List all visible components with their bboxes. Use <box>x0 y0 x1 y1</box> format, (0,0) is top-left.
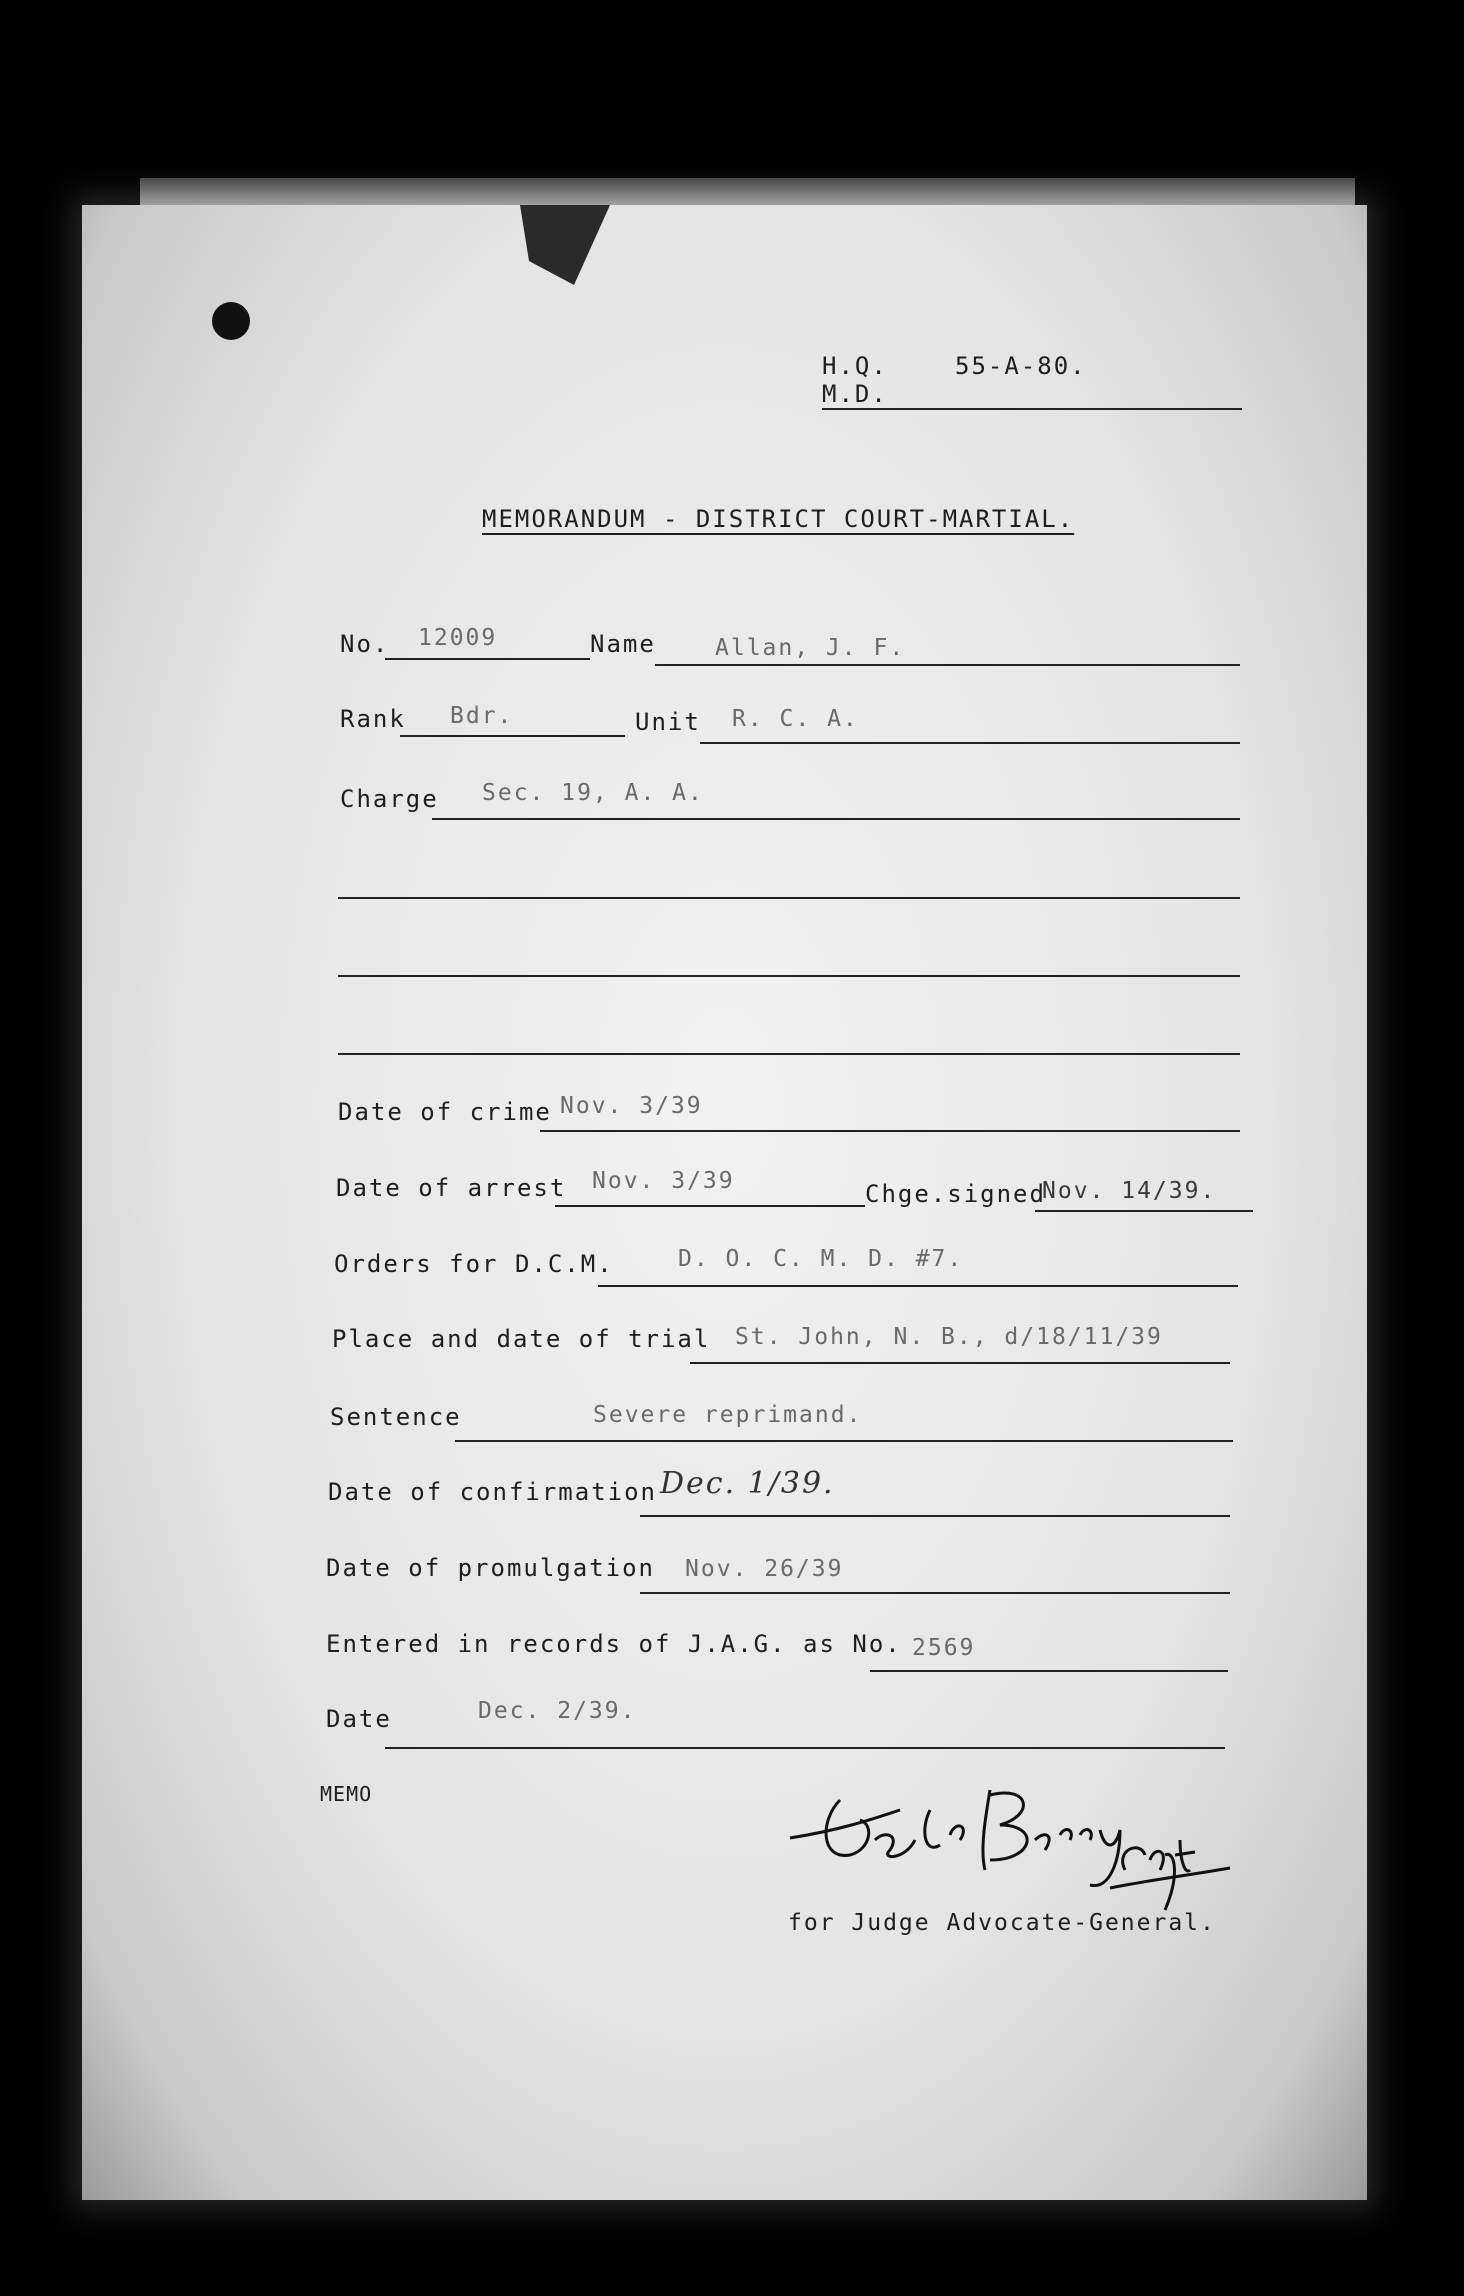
punch-hole <box>212 302 250 340</box>
chge-signed-value: Nov. 14/39. <box>1042 1178 1217 1204</box>
unit-label: Unit <box>635 708 701 736</box>
no-line <box>385 658 590 660</box>
sentence-label: Sentence <box>330 1403 462 1431</box>
rank-line <box>400 735 625 737</box>
confirmation-value-handwritten: Dec. 1/39. <box>660 1466 835 1501</box>
promulgation-line <box>640 1592 1230 1594</box>
date-of-crime-label: Date of crime <box>338 1098 552 1126</box>
date-of-arrest-value: Nov. 3/39 <box>592 1168 735 1194</box>
md-line <box>822 408 1242 410</box>
charge-line-2 <box>338 897 1240 899</box>
date-of-crime-value: Nov. 3/39 <box>560 1093 703 1119</box>
name-label: Name <box>590 630 656 658</box>
place-label: Place and date of trial <box>332 1325 711 1353</box>
charge-line-4 <box>338 1053 1240 1055</box>
unit-value: R. C. A. <box>732 706 859 732</box>
promulgation-value: Nov. 26/39 <box>685 1556 844 1582</box>
sentence-value: Severe reprimand. <box>593 1402 863 1428</box>
no-value: 12009 <box>418 625 498 651</box>
chge-signed-line <box>1035 1210 1253 1212</box>
no-label: No. <box>340 630 390 658</box>
charge-line-3 <box>338 975 1240 977</box>
date-label: Date <box>326 1705 392 1733</box>
name-value: Allan, J. F. <box>715 635 906 661</box>
orders-label: Orders for D.C.M. <box>334 1250 614 1278</box>
charge-line <box>432 818 1240 820</box>
entered-line <box>870 1670 1228 1672</box>
orders-value: D. O. C. M. D. #7. <box>678 1246 964 1272</box>
date-of-arrest-line <box>555 1205 865 1207</box>
sentence-line <box>455 1440 1233 1442</box>
place-value: St. John, N. B., d/18/11/39 <box>735 1324 1163 1350</box>
chge-signed-label: Chge.signed <box>865 1180 1046 1208</box>
date-value: Dec. 2/39. <box>478 1698 637 1724</box>
date-of-arrest-label: Date of arrest <box>336 1174 567 1202</box>
date-line <box>385 1747 1225 1749</box>
for-judge-advocate-general: for Judge Advocate-General. <box>788 1910 1216 1936</box>
place-line <box>690 1362 1230 1364</box>
rank-value: Bdr. <box>450 703 514 729</box>
handwritten-signature <box>780 1780 1240 1920</box>
hq-number: 55-A-80. <box>955 352 1087 380</box>
rank-label: Rank <box>340 705 406 733</box>
charge-label: Charge <box>340 785 439 813</box>
promulgation-label: Date of promulgation <box>326 1554 655 1582</box>
confirmation-label: Date of confirmation <box>328 1478 657 1506</box>
name-line <box>655 664 1240 666</box>
unit-line <box>700 742 1240 744</box>
orders-line <box>598 1285 1238 1287</box>
entered-label: Entered in records of J.A.G. as No. <box>326 1630 902 1658</box>
page-title: MEMORANDUM - DISTRICT COURT-MARTIAL. <box>482 505 1075 533</box>
memo-label: MEMO <box>320 1782 373 1806</box>
entered-value: 2569 <box>912 1635 976 1661</box>
md-label: M.D. <box>822 380 888 408</box>
date-of-crime-line <box>540 1130 1240 1132</box>
charge-value: Sec. 19, A. A. <box>482 780 704 806</box>
hq-label: H.Q. <box>822 352 888 380</box>
confirmation-line <box>640 1515 1230 1517</box>
